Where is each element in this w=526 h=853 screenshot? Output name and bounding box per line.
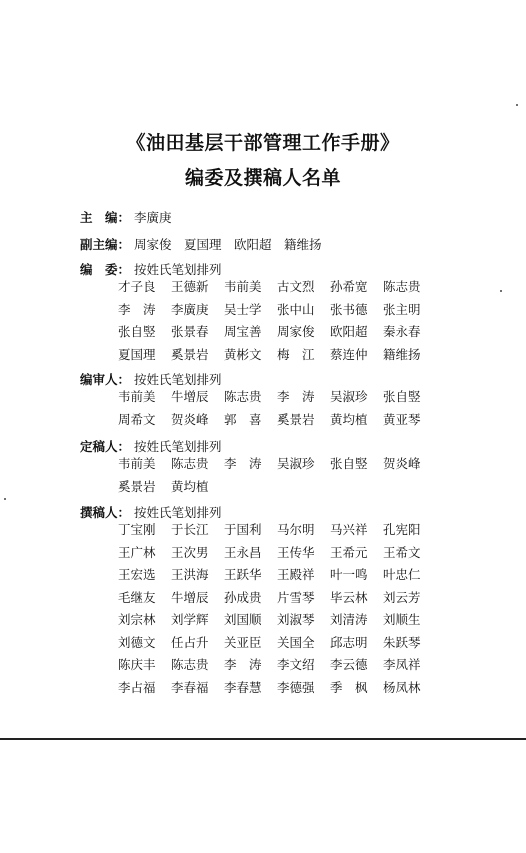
person-name: 陈志贵 [383, 279, 421, 294]
chief-editor-label: 主 编： [80, 210, 131, 225]
document-title: 《油田基层干部管理工作手册》 [126, 132, 400, 154]
finalizers-note: 按姓氏笔划排列 [134, 439, 222, 454]
person-name: 欧阳超 [330, 324, 368, 339]
person-name: 李凤祥 [383, 657, 421, 672]
person-name: 张自竪 [330, 456, 368, 471]
person-name: 王宏选 [118, 567, 156, 582]
person-name: 孙希宽 [330, 279, 368, 294]
person-name: 贺炎峰 [171, 411, 209, 427]
person-name: 贺炎峰 [383, 456, 421, 471]
person-name: 邱志明 [330, 634, 368, 650]
person-name: 牛增辰 [171, 589, 209, 605]
document-subtitle: 编委及撰稿人名单 [184, 167, 341, 189]
person-name: 刘学辉 [171, 612, 209, 627]
person-name: 李廣庚 [171, 301, 209, 317]
person-name: 蔡连仲 [330, 346, 368, 362]
person-name: 王希文 [383, 544, 421, 560]
board-names [118, 276, 436, 366]
person-name: 马兴祥 [330, 522, 368, 537]
writers-note: 按姓氏笔划排列 [134, 505, 222, 520]
person-name: 丁宝刚 [118, 522, 156, 537]
person-name: 刘清涛 [330, 612, 368, 627]
person-name: 叶忠仁 [383, 567, 421, 582]
person-name: 李 涛 [277, 389, 315, 404]
deputy-editor-names: 周家俊 夏国理 欧阳超 籍维扬 [134, 237, 322, 252]
person-name: 周希文 [118, 411, 156, 427]
person-name: 李占福 [118, 679, 156, 695]
person-name: 李德强 [277, 679, 315, 695]
person-name: 黄亚琴 [383, 411, 421, 427]
person-name: 吴淑珍 [330, 389, 368, 404]
person-name: 李 涛 [224, 456, 262, 471]
person-name: 孔宪阳 [383, 522, 421, 537]
person-name: 王广林 [118, 544, 156, 560]
person-name: 刘云芳 [383, 589, 421, 605]
person-name: 于国利 [224, 522, 262, 537]
reviewers-names [118, 386, 436, 431]
person-name: 关亚臣 [224, 634, 262, 650]
person-name: 王跃华 [224, 567, 262, 582]
person-name: 古文烈 [277, 279, 315, 294]
person-name: 王洪海 [171, 567, 209, 582]
person-name: 奚景岩 [171, 346, 209, 362]
person-name: 韦前美 [118, 389, 156, 404]
person-name: 才子良 [118, 279, 156, 294]
person-name: 吴淑珍 [277, 456, 315, 471]
person-name: 李 涛 [224, 657, 262, 672]
board-label: 编 委： [80, 262, 131, 277]
person-name: 周宝善 [224, 324, 262, 339]
person-name: 张自竪 [383, 389, 421, 404]
person-name: 张自竪 [118, 324, 156, 339]
scan-speck [516, 104, 518, 106]
person-name: 关国全 [277, 634, 315, 650]
person-name: 李 涛 [118, 301, 156, 317]
chief-editor-name: 李廣庚 [134, 210, 172, 225]
person-name: 毛继友 [118, 589, 156, 605]
page-bottom-rule [0, 738, 526, 740]
person-name: 叶一鸣 [330, 567, 368, 582]
person-name: 刘淑琴 [277, 612, 315, 627]
person-name: 刘宗林 [118, 612, 156, 627]
person-name: 梅 江 [277, 346, 315, 362]
person-name: 籍维扬 [383, 346, 421, 362]
writers-names [118, 519, 436, 699]
person-name: 王传华 [277, 544, 315, 560]
person-name: 李春福 [171, 679, 209, 695]
chief-editor-line [80, 208, 172, 226]
person-name: 陈志贵 [171, 456, 209, 471]
person-name: 张主明 [383, 301, 421, 317]
person-name: 韦前美 [224, 279, 262, 294]
deputy-editor-label: 副主编： [80, 237, 131, 252]
person-name: 牛增辰 [171, 389, 209, 404]
person-name: 刘德文 [118, 634, 156, 650]
person-name: 王次男 [171, 544, 209, 560]
person-name: 黄均植 [330, 411, 368, 427]
scan-speck [4, 498, 6, 500]
person-name: 郭 喜 [224, 411, 262, 427]
reviewers-note: 按姓氏笔划排列 [134, 372, 222, 387]
person-name: 黄均植 [171, 478, 209, 494]
person-name: 陈志贵 [224, 389, 262, 404]
person-name: 朱跃琴 [383, 634, 421, 650]
person-name: 奚景岩 [277, 411, 315, 427]
person-name: 黄彬文 [224, 346, 262, 362]
person-name: 韦前美 [118, 456, 156, 471]
person-name: 于长江 [171, 522, 209, 537]
person-name: 杨凤林 [383, 679, 421, 695]
writers-label: 撰稿人： [80, 505, 131, 520]
person-name: 马尔明 [277, 522, 315, 537]
person-name: 李春慧 [224, 679, 262, 695]
scan-speck [500, 290, 502, 292]
finalizers-label: 定稿人： [80, 439, 131, 454]
board-note: 按姓氏笔划排列 [134, 262, 222, 277]
deputy-editor-line [80, 235, 322, 253]
person-name: 张书德 [330, 301, 368, 317]
person-name: 张景春 [171, 324, 209, 339]
person-name: 孙成贵 [224, 589, 262, 605]
person-name: 李文绍 [277, 657, 315, 672]
person-name: 片雪琴 [277, 589, 315, 605]
person-name: 夏国理 [118, 346, 156, 362]
person-name: 李云德 [330, 657, 368, 672]
person-name: 周家俊 [277, 324, 315, 339]
person-name: 陈志贵 [171, 657, 209, 672]
person-name: 王希元 [330, 544, 368, 560]
finalizers-names [118, 453, 436, 498]
person-name: 奚景岩 [118, 478, 156, 494]
person-name: 秦永春 [383, 324, 421, 339]
person-name: 王殿祥 [277, 567, 315, 582]
person-name: 季 枫 [330, 679, 368, 695]
person-name: 陈庆丰 [118, 657, 156, 672]
person-name: 王永昌 [224, 544, 262, 560]
person-name: 毕云林 [330, 589, 368, 605]
person-name: 刘国顺 [224, 612, 262, 627]
person-name: 张中山 [277, 301, 315, 317]
person-name: 刘顺生 [383, 612, 421, 627]
reviewers-label: 编审人： [80, 372, 131, 387]
person-name: 吴士学 [224, 301, 262, 317]
person-name: 王德新 [171, 279, 209, 294]
person-name: 任占升 [171, 634, 209, 650]
